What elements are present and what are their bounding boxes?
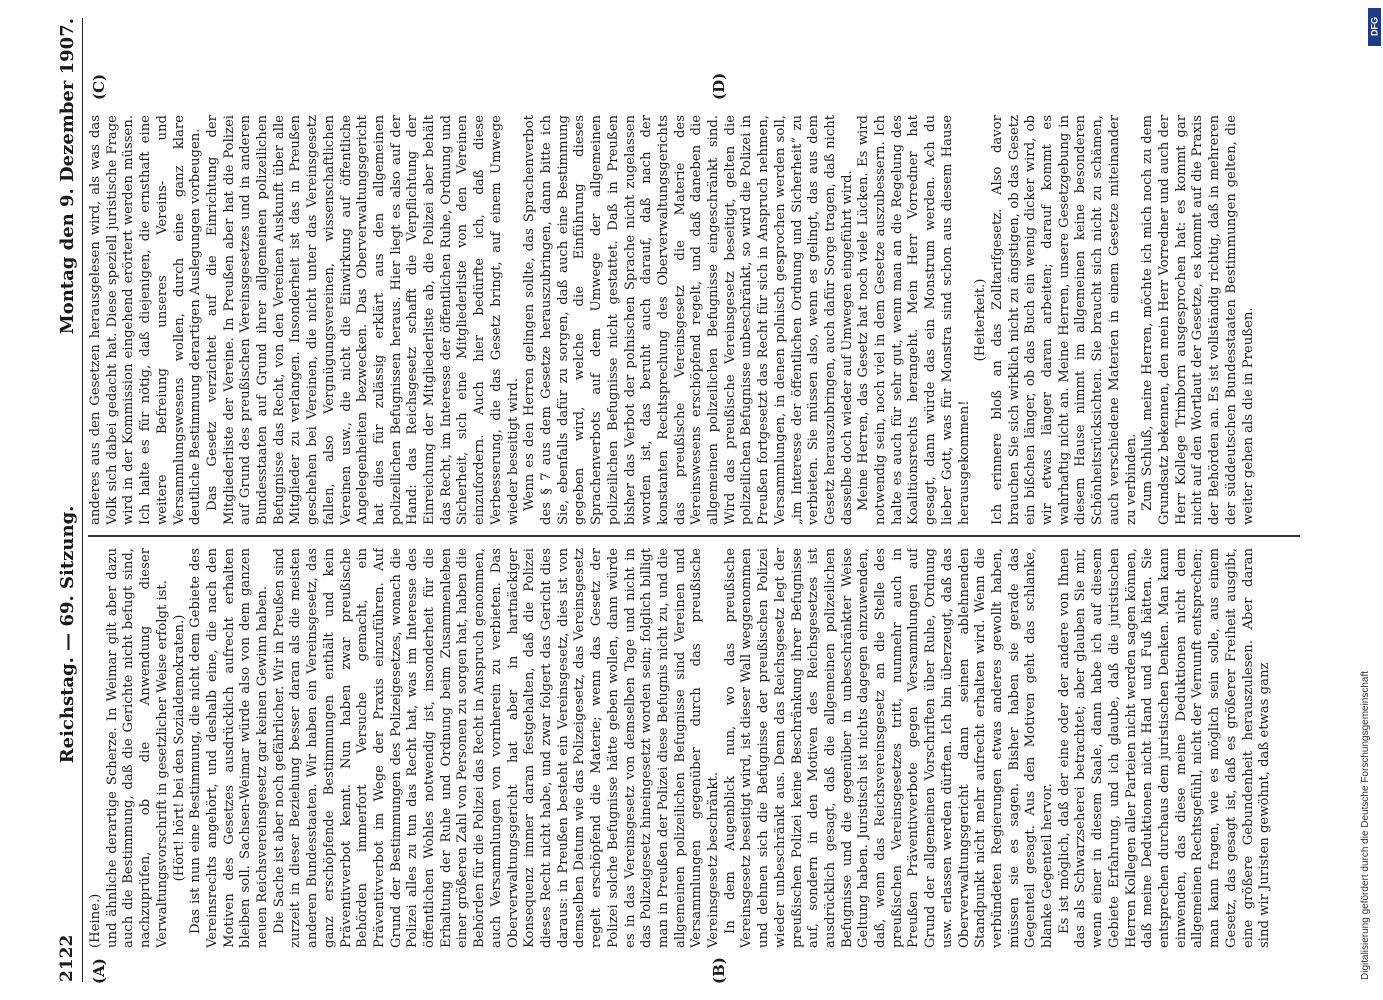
page-header — [52, 18, 83, 982]
margin-marker-b: (B) — [710, 957, 728, 984]
column-divider — [88, 536, 1300, 538]
interjection: (Heiterkeit.) — [973, 278, 989, 362]
paragraph: Die Sache ist aber noch gefährlicher. Wir in Preußen sind zurzeit in dieser Beziehung besser daran als die meisten anderen Bundesstaaten. Wir haben ein Vereinsgesetz, das ganz erschöpfende Bestimmungen enthält und kein Präventivverbot kennt. Nun haben zwar preußische Behörden immerfort Versuche gemacht, ein Präventivverbot im Wege der Praxis einzuführen. Auf Grund der Bestimmungen des Polizeigesetzes, wonach die Polizei alles zu tun das Recht hat, was im Interesse des öffentlichen Wohles notwendig ist, insonderheit für die Erhaltung der Ruhe und Ordnung beim Zusammenleben einer größeren Zahl von Personen zu sorgen hat, haben die Behörden für die Polizei das Recht in Anspruch genommen, auch Versammlungen von vornherein zu verbieten. Das Oberverwaltungsgericht hat aber in hartnäckiger Konsequenz immer daran festgehalten, daß die Polizei dieses Recht nicht habe, und zwar folgert das Gericht dies daraus: in Preußen besteht ein Vereinsgesetz, dies ist von demselben Datum wie das Polizeigesetz, das Vereinsgesetz regelt erschöpfend die Materie; wenn das Gesetz der Polizei solche Befugnisse hätte geben wollen, dann würde es in das Vereinsgesetz von demselben Tage und nicht in das Polizeigesetz hineingesetzt worden sein; folglich billigt man in Preußen der Polizei diese Befugnis nicht zu, und die allgemeinen polizeilichen Befugnisse sind Vereinen und Versammlungen gegenüber durch das preußische Vereinsgesetz beschränkt. — [271, 548, 722, 948]
rotated-page — [50, 10, 1310, 990]
digitization-credit: Digitalisierung gefördert durch die Deutsche Forschungsgemeinschaft — [1360, 670, 1371, 980]
right-column — [88, 115, 1300, 525]
session-title: Reichstag. — 69. Sitzung. — [56, 505, 78, 764]
margin-marker-d: (D) — [710, 72, 728, 100]
paragraph: In dem Augenblick nun, wo das preußische Vereinsgesetz beseitigt wird, ist dieser Wall weggenommen und dehnen sich die Befugnisse der preußischen Polizei wieder unbeschränkt aus. Denn das Reichsgesetz legt der preußischen Polizei keine Beschränkung ihrer Befugnisse auf, sondern in den Motiven des Reichsgesetzes ist ausdrücklich gesagt, daß die allgemeinen polizeilichen Befugnisse und die gegenüber in unbeschränkter Weise Geltung haben. Juristisch ist nichts dagegen einzuwenden, daß, wenn das Reichsvereinsgesetz an die Stelle des preußischen Vereinsgesetzes tritt, nunmehr auch in Preußen Präventivverbote gegen Versammlungen auf Grund der allgemeinen Vorschriften über Ruhe, Ordnung usw. erlassen werden dürften. Ich bin überzeugt, daß das Oberverwaltungsgericht dann seinen ablehnenden Standpunkt nicht mehr aufrecht erhalten wird. Wenn die verbündeten Regierungen etwas anderes gewollt haben, müssen sie es sagen. Bisher haben sie gerade das Gegenteil gesagt. Aus den Motiven geht das schlanke, blanke Gegenteil hervor. — [722, 548, 1056, 948]
speaker-tag: (Heine.) — [88, 893, 103, 948]
paragraph: Meine Herren, das Gesetz hat noch viele Lücken. Es wird notwendig sein, noch viel in dem Gesetze auszubessern. Ich halte es auch für sehr gut, wenn man an die Regelung des Koalitionsrechts herangeht. Mein Herr Vorredner hat gesagt, dann würde das ein Monstrum werden. Ach du lieber Gott, was für Monstra sind schon aus diesem Hause herausgekommen! — [856, 115, 972, 525]
session-date: Montag den 9. Dezember 1907. — [56, 18, 78, 335]
paragraph: Ich erinnere bloß an das Zolltarifgesetz. Also davor brauchen Sie sich wirklich nicht zu ängstigen, ob das Gesetz ein bißchen länger, ob das Buch ein wenig dicker wird, ob wir etwas länger daran arbeiten; darauf kommt es wahrhaftig nicht an. Meine Herren, unsere Gesetzgebung in diesem Hause nimmt im allgemeinen keine besonderen Schönheitsrücksichten. Sie braucht sich nicht zu schämen, auch verschiedene Materien in einem Gesetze miteinander zu verbinden. — [989, 115, 1139, 525]
margin-marker-c: (C) — [90, 73, 108, 100]
paragraph: Das ist nun eine Bestimmung, die nicht dem Gebiete des Vereinsrechts angehört, und deshalb eine, die nach den Motiven des Gesetzes ausdrücklich aufrecht erhalten bleiben soll. Sachsen-Weimar würde also von dem ganzen neuen Reichsvereinsgesetz gar keinen Gewinn haben. — [188, 548, 271, 948]
paragraph: und ähnliche derartige Scherze. In Weimar gilt aber dazu auch die Bestimmung, daß die Gerichte nicht befugt sind, nachzuprüfen, ob die Anwendung dieser Verwaltungsvorschrift in gesetzlicher Weise erfolgt ist. — [104, 548, 170, 948]
left-column — [88, 548, 1300, 948]
margin-marker-a: (A) — [90, 958, 108, 984]
paragraph: Es ist möglich, daß der eine oder der andere von Ihnen das als Schwarzseherei betrachtet; aber glauben Sie mir, wenn einer in diesem Saale, dann habe ich auf diesem Gebiete Erfahrung, und ich glaube, daß die juristischen Herren Kollegen aller Parteien nicht werden sagen können, daß meine Deduktionen nicht Hand und Fuß hätten. Sie entsprechen durchaus dem juristischen Denken. Man kann einwenden, das diese meine Deduktionen nicht dem allgemeinen Rechtsgefühl, nicht der Vernunft entsprechen; man kann fragen, wie es möglich sein solle, aus einem Gesetz, das gesagt ist, daß es größerer Freiheit ausgibt, eine größere Gebundenheit herauszulesen. Aber daran sind wir Juristen gewöhnt, daß etwas ganz — [1056, 548, 1273, 948]
interjection: (Hört! hört! bei den Sozialdemokraten.) — [171, 614, 187, 882]
paragraph: anderes aus den Gesetzen herausgelesen wird, als was das Volk sich dabei gedacht hat. Diese speziell juristische Frage wird in der Kommission eingehend erörtert werden müssen. Ich halte es für nötig, daß diejenigen, die ernsthaft eine weitere Befreiung unseres Vereins- und Versammlungswesens wollen, durch eine ganz klare deutliche Bestimmung derartigen Auslegungen vorbeugen. — [88, 115, 204, 525]
page-number: 2122 — [57, 934, 77, 982]
paragraph: Zum Schluß, meine Herren, möchte ich mich noch zu dem Grundsatz bekennen, den mein Herr Vorredner und auch der Herr Kollege Trimborn ausgesprochen hat: es kommt gar nicht auf den Wortlaut der Gesetze, es kommt auf die Praxis der Behörden an. Es ist vollständig richtig, daß in mehreren der süddeutschen Bundesstaaten Bestimmungen gelten, die weiter gehen als die in Preußen. — [1140, 115, 1256, 525]
paragraph: Wenn es den Herren gelingen sollte, das Sprachenverbot des § 7 aus dem Gesetze herauszubringen, dann bitte ich Sie, ebenfalls dafür zu sorgen, daß auch eine Bestimmung gegeben wird, welche die Einführung dieses Sprachenverbots auf dem Umwege der allgemeinen polizeilichen Befugnisse nicht gestattet. Daß in Preußen bisher das Verbot der polnischen Sprache nicht zugelassen worden ist, das beruht auch darauf, daß nach der konstanten Rechtsprechung des Oberverwaltungsgerichts das preußische Vereinsgesetz die Materie des Vereinswesens erschöpfend regelt, und daß daneben die allgemeinen polizeilichen Befugnisse eingeschränkt sind. Wird das preußische Vereinsgesetz beseitigt, gelten die polizeilichen Befugnisse unbeschränkt, so wird die Polizei in Preußen fortgesetzt das Recht für sich in Anspruch nehmen, Versammlungen, in denen polnisch gesprochen werden soll, „im Interesse der öffentlichen Ordnung und Sicherheit“ zu verbieten. Sie müssen also, wenn es gelingt, das aus dem Gesetz herauszubringen, auch dafür Sorge tragen, daß nicht dasselbe doch wieder auf Umwegen eingeführt wird. — [522, 115, 855, 525]
paragraph: Das Gesetz verzichtet auf die Einrichtung der Mitgliederliste der Vereine. In Preußen aber hat die Polizei auf Grund des preußischen Vereinsgesetzes und in anderen Bundesstaaten auf Grund ihrer allgemeinen polizeilichen Befugnisse das Recht, von den Vereinen Auskunft über alle Mitglieder zu verlangen. Insonderheit ist das in Preußen geschehen bei Vereinen, die nicht unter das Vereinsgesetz fallen, also Vergnügungsvereinen, wissenschaftlichen Vereinen usw., die nicht die Einwirkung auf öffentliche Angelegenheiten bezwecken. Das Oberverwaltungsgericht hat dies für zulässig erklärt aus den allgemeinen polizeilichen Befugnissen heraus. Hier liegt es also auf der Hand: das Reichsgesetz schafft die Verpflichtung der Einreichung der Mitgliederliste ab, die Polizei aber behält das Recht, im Interesse der öffentlichen Ruhe, Ordnung und Sicherheit, sich eine Mitgliederliste von den Vereinen einzufordern. Auch hier bedürfte ich, daß diese Verbesserung, die das Gesetz bringt, auf einem Umwege wieder beseitigt wird. — [204, 115, 521, 525]
dfg-logo: DFG — [1368, 8, 1381, 46]
